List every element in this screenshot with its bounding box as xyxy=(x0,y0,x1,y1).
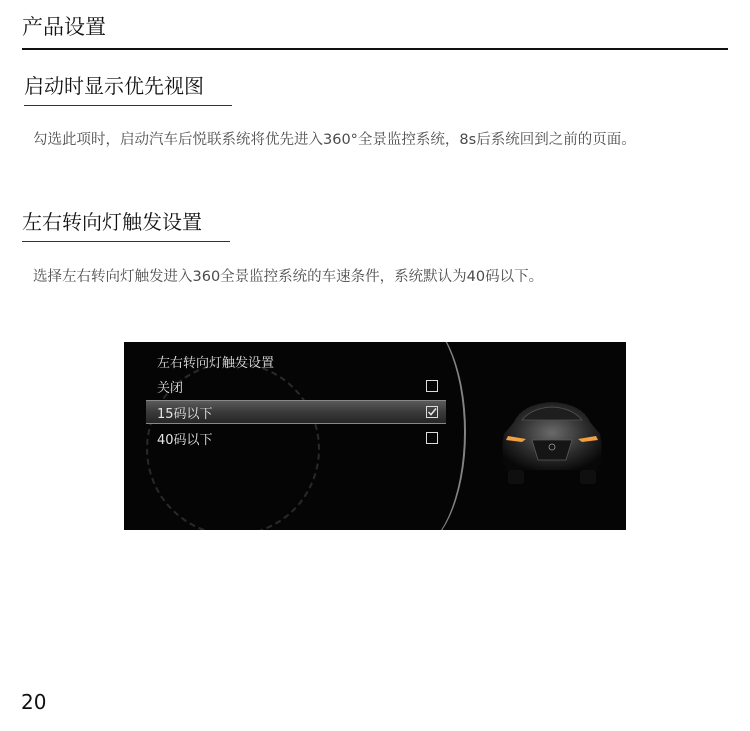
section-heading-startup-view: 启动时显示优先视图 xyxy=(24,70,232,106)
section-heading-turn-signal: 左右转向灯触发设置 xyxy=(22,206,230,242)
page-header-title: 产品设置 xyxy=(22,15,106,39)
infotainment-screenshot xyxy=(124,342,626,530)
menu-option-40[interactable] xyxy=(146,427,446,449)
menu-option-label: 关闭 xyxy=(157,380,184,396)
checkbox-unchecked-icon[interactable] xyxy=(426,432,438,444)
checkbox-checked-icon[interactable] xyxy=(426,406,438,418)
menu-option-off[interactable] xyxy=(146,375,446,397)
menu-option-15[interactable] xyxy=(146,400,446,424)
car-front-image xyxy=(492,392,612,492)
checkbox-unchecked-icon[interactable] xyxy=(426,380,438,392)
section-text-startup-view: 勾选此项时，启动汽车后悦联系统将优先进入360°全景监控系统，8s后系统回到之前的页面。 xyxy=(33,132,636,148)
menu-option-label: 15码以下 xyxy=(157,406,213,422)
menu-title: 左右转向灯触发设置 xyxy=(157,356,275,371)
menu-option-label: 40码以下 xyxy=(157,432,213,448)
page-number: 20 xyxy=(21,690,47,714)
header-divider xyxy=(22,48,728,50)
section-text-turn-signal: 选择左右转向灯触发进入360全景监控系统的车速条件，系统默认为40码以下。 xyxy=(33,269,544,285)
